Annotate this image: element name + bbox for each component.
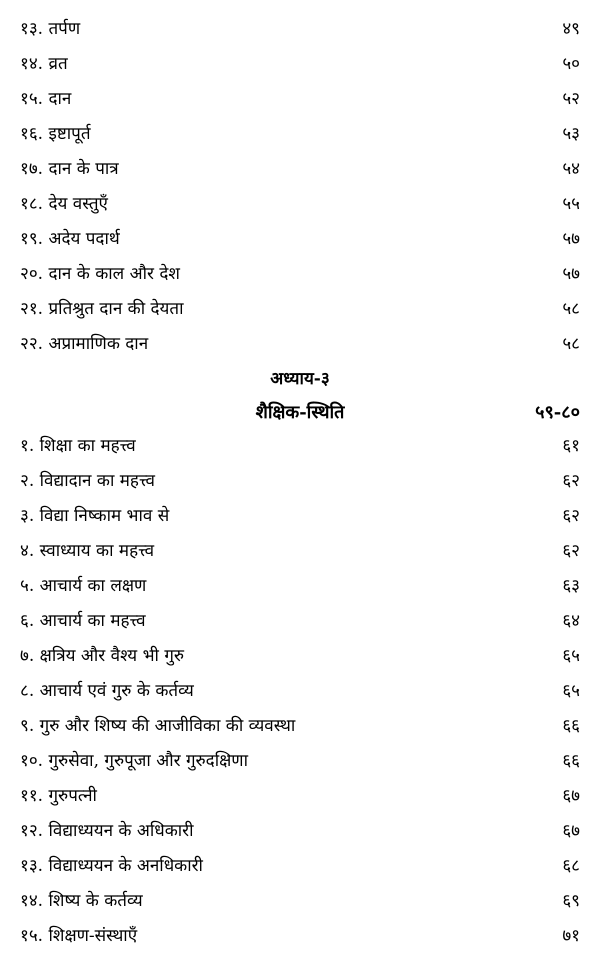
- entry-label: ७. क्षत्रिय और वैश्य भी गुरु: [20, 646, 185, 666]
- entry-page-number: ५५: [562, 194, 580, 214]
- entry-label: ५. आचार्य का लक्षण: [20, 576, 147, 596]
- toc-entry: [20, 746, 580, 776]
- entry-label: ११. गुरुपत्नी: [20, 786, 97, 806]
- entry-page-number: ६२: [562, 541, 580, 561]
- entry-page-number: ४९: [562, 19, 580, 39]
- toc-entry: [20, 14, 580, 44]
- entry-label: १३. तर्पण: [20, 19, 81, 39]
- entry-label: २. विद्यादान का महत्त्व: [20, 471, 155, 491]
- entry-page-number: ५२: [562, 89, 580, 109]
- entry-page-number: ५३: [562, 124, 580, 144]
- entry-page-number: ६४: [562, 611, 580, 631]
- entry-label: ९. गुरु और शिष्य की आजीविका की व्यवस्था: [20, 716, 296, 736]
- entry-page-number: ६२: [562, 471, 580, 491]
- toc-entry: [20, 189, 580, 219]
- toc-entry: [20, 536, 580, 566]
- entry-label: १५. दान: [20, 89, 72, 109]
- entry-label: १७. दान के पात्र: [20, 159, 119, 179]
- entry-page-number: ६२: [562, 506, 580, 526]
- entry-page-number: ६५: [562, 646, 580, 666]
- entry-page-number: ६८: [562, 856, 580, 876]
- toc-entry: [20, 851, 580, 881]
- toc-entry: [20, 224, 580, 254]
- entry-label: १९. अदेय पदार्थ: [20, 229, 120, 249]
- toc-entry: [20, 259, 580, 289]
- chapter-heading: अध्याय-३: [270, 369, 330, 389]
- entry-label: २१. प्रतिश्रुत दान की देयता: [20, 299, 184, 319]
- entry-page-number: ५७: [562, 264, 580, 284]
- entry-label: १०. गुरुसेवा, गुरुपूजा और गुरुदक्षिणा: [20, 751, 248, 771]
- entry-label: ६. आचार्य का महत्त्व: [20, 611, 146, 631]
- entry-page-number: ७१: [562, 926, 580, 946]
- toc-entry: [20, 119, 580, 149]
- entry-label: ४. स्वाध्याय का महत्त्व: [20, 541, 155, 561]
- entry-label: १२. विद्याध्ययन के अधिकारी: [20, 821, 194, 841]
- entry-label: १४. शिष्य के कर्तव्य: [20, 891, 143, 911]
- toc-entry: [20, 154, 580, 184]
- toc-entry: [20, 781, 580, 811]
- toc-entry: [20, 886, 580, 916]
- toc-entry: [20, 466, 580, 496]
- entry-label: २२. अप्रामाणिक दान: [20, 334, 149, 354]
- entry-label: २०. दान के काल और देश: [20, 264, 180, 284]
- entry-label: १. शिक्षा का महत्त्व: [20, 436, 136, 456]
- toc-entry: [20, 49, 580, 79]
- toc-entry: [20, 84, 580, 114]
- chapter-page-range: ५९-८०: [535, 402, 580, 423]
- chapter-title: शैक्षिक-स्थिति: [255, 402, 345, 423]
- entry-page-number: ५८: [562, 299, 580, 319]
- toc-entry: [20, 501, 580, 531]
- entry-page-number: ६७: [562, 786, 580, 806]
- toc-entry: [20, 711, 580, 741]
- toc-entry: [20, 676, 580, 706]
- entry-page-number: ५८: [562, 334, 580, 354]
- toc-entry: [20, 816, 580, 846]
- toc-entry: [20, 641, 580, 671]
- entry-label: १५. शिक्षण-संस्थाएँ: [20, 926, 138, 946]
- entry-page-number: ५०: [562, 54, 580, 74]
- entry-label: १६. इष्टापूर्त: [20, 124, 91, 144]
- entry-page-number: ६९: [562, 891, 580, 911]
- entry-label: १८. देय वस्तुएँ: [20, 194, 108, 214]
- toc-entry: [20, 329, 580, 359]
- entry-page-number: ६६: [562, 716, 580, 736]
- entry-page-number: ६७: [562, 821, 580, 841]
- toc-entry: [20, 294, 580, 324]
- entry-page-number: ६१: [562, 436, 580, 456]
- entry-label: १४. व्रत: [20, 54, 68, 74]
- toc-entry: [20, 921, 580, 951]
- entry-label: १३. विद्याध्ययन के अनधिकारी: [20, 856, 203, 876]
- entry-label: ८. आचार्य एवं गुरु के कर्तव्य: [20, 681, 194, 701]
- toc-entry: [20, 606, 580, 636]
- entry-page-number: ६३: [562, 576, 580, 596]
- toc-entry: [20, 431, 580, 461]
- entry-label: ३. विद्या निष्काम भाव से: [20, 506, 170, 526]
- toc-entry: [20, 571, 580, 601]
- entry-page-number: ६५: [562, 681, 580, 701]
- entry-page-number: ५४: [562, 159, 580, 179]
- entry-page-number: ५७: [562, 229, 580, 249]
- entry-page-number: ६६: [562, 751, 580, 771]
